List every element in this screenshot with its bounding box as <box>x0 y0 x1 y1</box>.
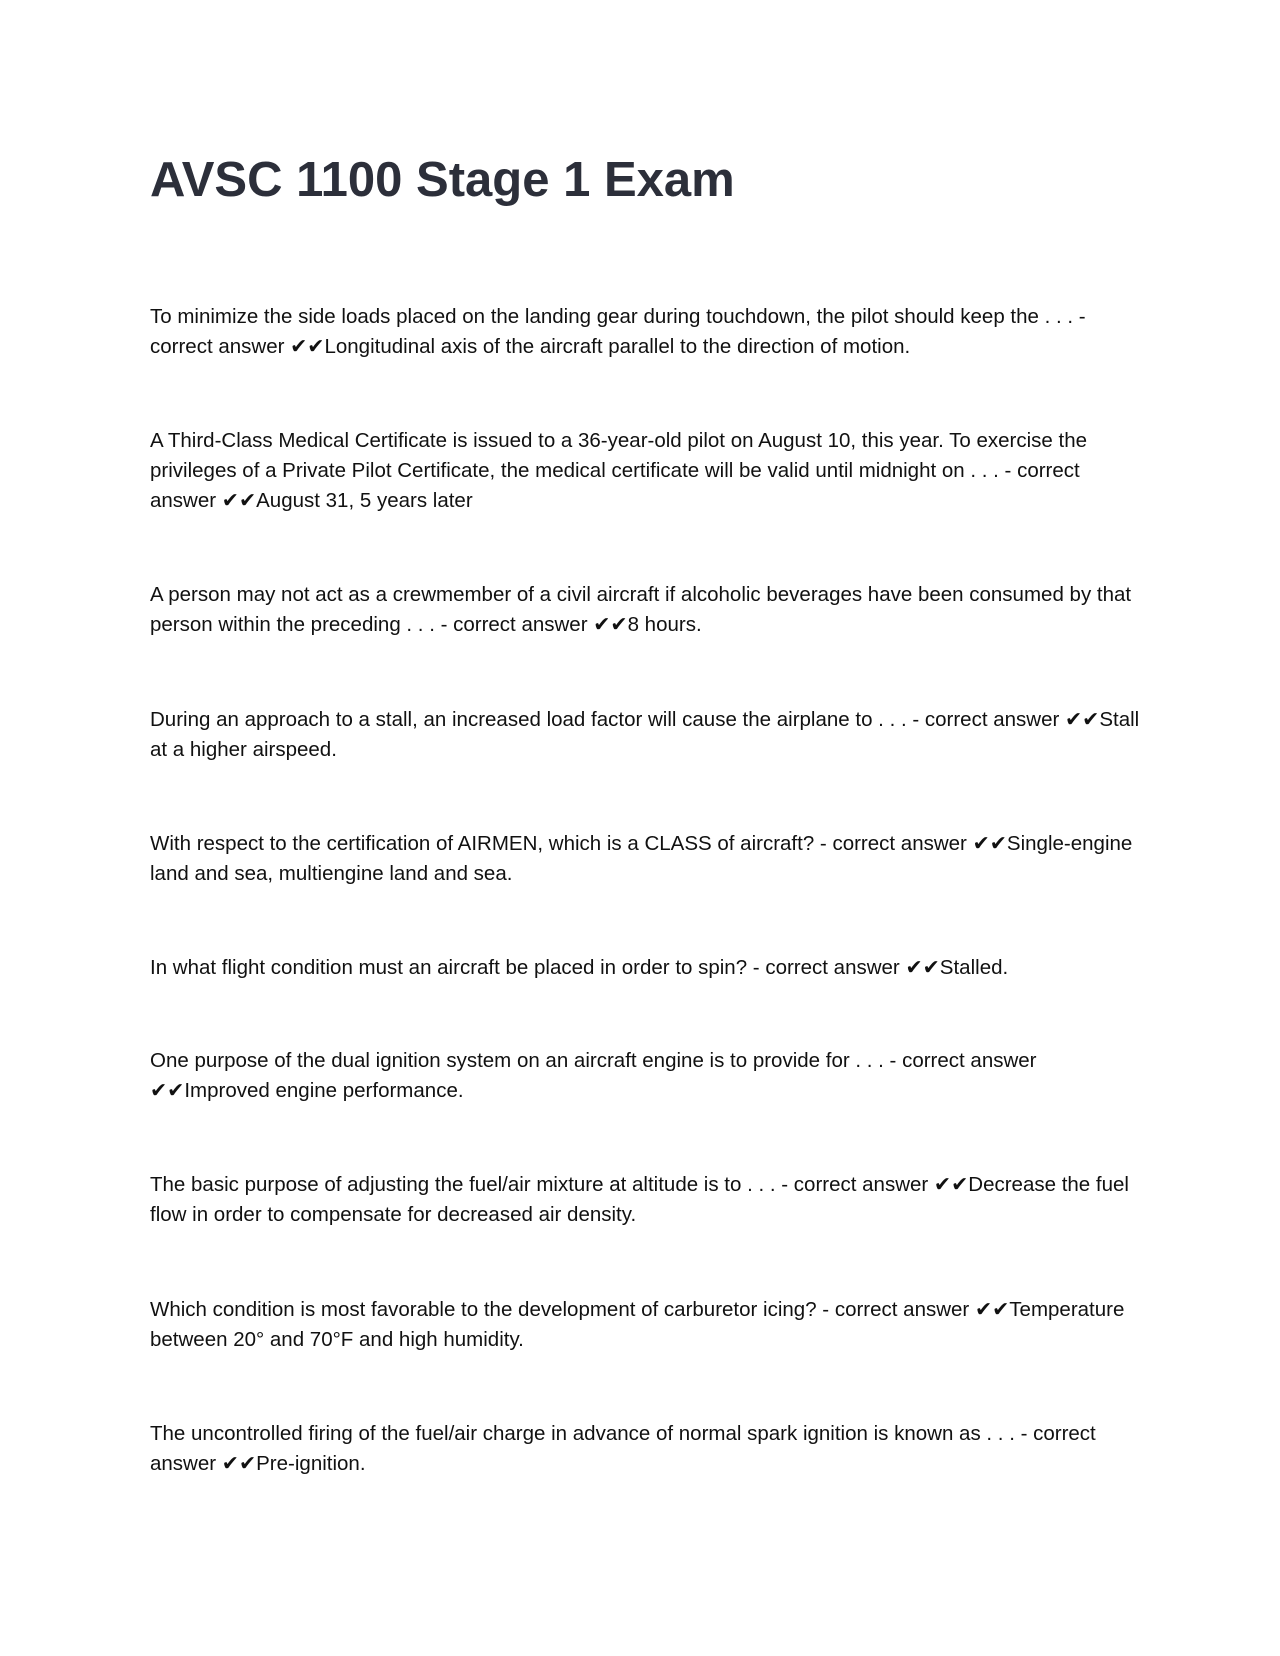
qa-item-5: With respect to the certification of AIRMEN, which is a CLASS of aircraft? - correct answer ✔✔Single-engine land and sea, multiengine land and sea. <box>150 832 1133 885</box>
qa-item-7: One purpose of the dual ignition system on an aircraft engine is to provide for . . . - correct answer ✔✔Improved engine performance. <box>150 1049 1037 1102</box>
qa-item-8: The basic purpose of adjusting the fuel/air mixture at altitude is to . . . - correct answer ✔✔Decrease the fuel flow in order to compensate for decreased air density. <box>150 1173 1129 1226</box>
qa-item-6: In what flight condition must an aircraft be placed in order to spin? - correct answer ✔✔Stalled. <box>150 956 1009 979</box>
page-title: AVSC 1100 Stage 1 Exam <box>150 153 735 207</box>
qa-item-9: Which condition is most favorable to the development of carburetor icing? - correct answer ✔✔Temperature between 20° and 70°F and high humidity. <box>150 1298 1125 1351</box>
qa-item-1: To minimize the side loads placed on the landing gear during touchdown, the pilot should keep the . . . - correct answer ✔✔Longitudinal axis of the aircraft parallel to the direction of motion. <box>150 305 1086 358</box>
qa-item-2: A Third-Class Medical Certificate is issued to a 36-year-old pilot on August 10, this year. To exercise the privileges of a Private Pilot Certificate, the medical certificate will be valid until midnight on . . . - correct answer ✔✔August 31, 5 years later <box>150 429 1088 512</box>
qa-item-4: During an approach to a stall, an increased load factor will cause the airplane to . . . - correct answer ✔✔Stall at a higher airspeed. <box>150 708 1140 761</box>
qa-item-10: The uncontrolled firing of the fuel/air charge in advance of normal spark ignition is known as . . . - correct answer ✔✔Pre-ignition. <box>150 1422 1096 1475</box>
qa-item-3: A person may not act as a crewmember of a civil aircraft if alcoholic beverages have been consumed by that person within the preceding . . . - correct answer ✔✔8 hours. <box>150 583 1132 636</box>
